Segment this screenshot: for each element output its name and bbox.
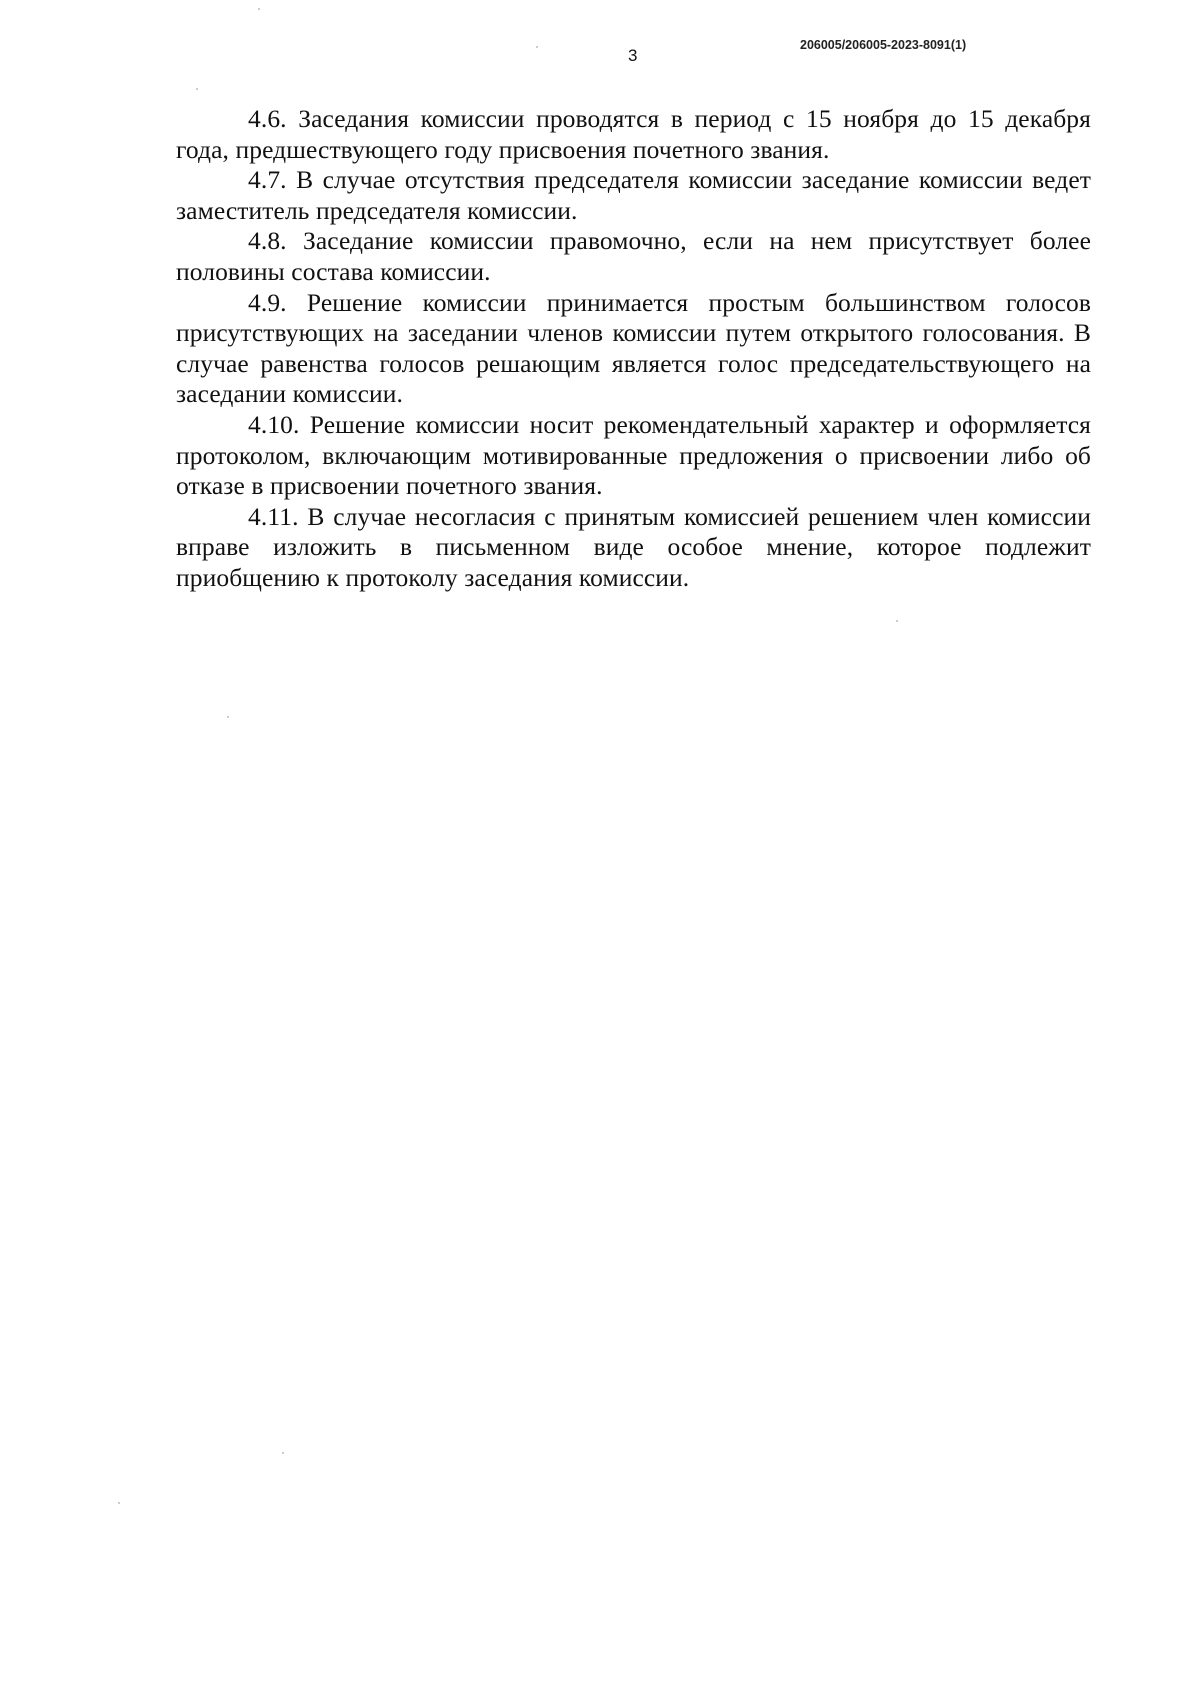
scan-speck: [227, 716, 229, 718]
document-id: 206005/206005-2023-8091(1): [800, 38, 967, 52]
page-number: 3: [628, 46, 638, 65]
document-body: [176, 104, 1091, 594]
scan-speck: [282, 1452, 284, 1454]
paragraph-4-10: 4.10. Решение комиссии носит рекомендательный характер и оформляется протоколом, включающим мотивированные предложения о присвоении либо об отказе в присвоении почетного звания.: [176, 409, 1091, 501]
scan-speck: [258, 8, 260, 10]
paragraph-4-11: 4.11. В случае несогласия с принятым комиссией решением член комиссии вправе изложить в письменном виде особое мнение, которое подлежит приобщению к протоколу заседания комиссии.: [176, 501, 1091, 592]
scan-speck: [536, 46, 538, 48]
scan-speck: [196, 88, 198, 90]
paragraph-4-8: 4.8. Заседание комиссии правомочно, если на нем присутствует более половины состава комиссии.: [176, 226, 1091, 286]
paragraph-4-7: 4.7. В случае отсутствия председателя комиссии заседание комиссии ведет заместитель председателя комиссии.: [176, 165, 1091, 225]
scan-speck: [118, 1502, 120, 1504]
paragraph-4-9: 4.9. Решение комиссии принимается простым большинством голосов присутствующих на заседании членов комиссии путем открытого голосования. В случае равенства голосов решающим является голос председательствующего на заседании комиссии.: [176, 287, 1091, 409]
paragraph-4-6: 4.6. Заседания комиссии проводятся в период с 15 ноября до 15 декабря года, предшествующего году присвоения почетного звания.: [176, 104, 1091, 164]
scan-speck: [896, 620, 898, 622]
